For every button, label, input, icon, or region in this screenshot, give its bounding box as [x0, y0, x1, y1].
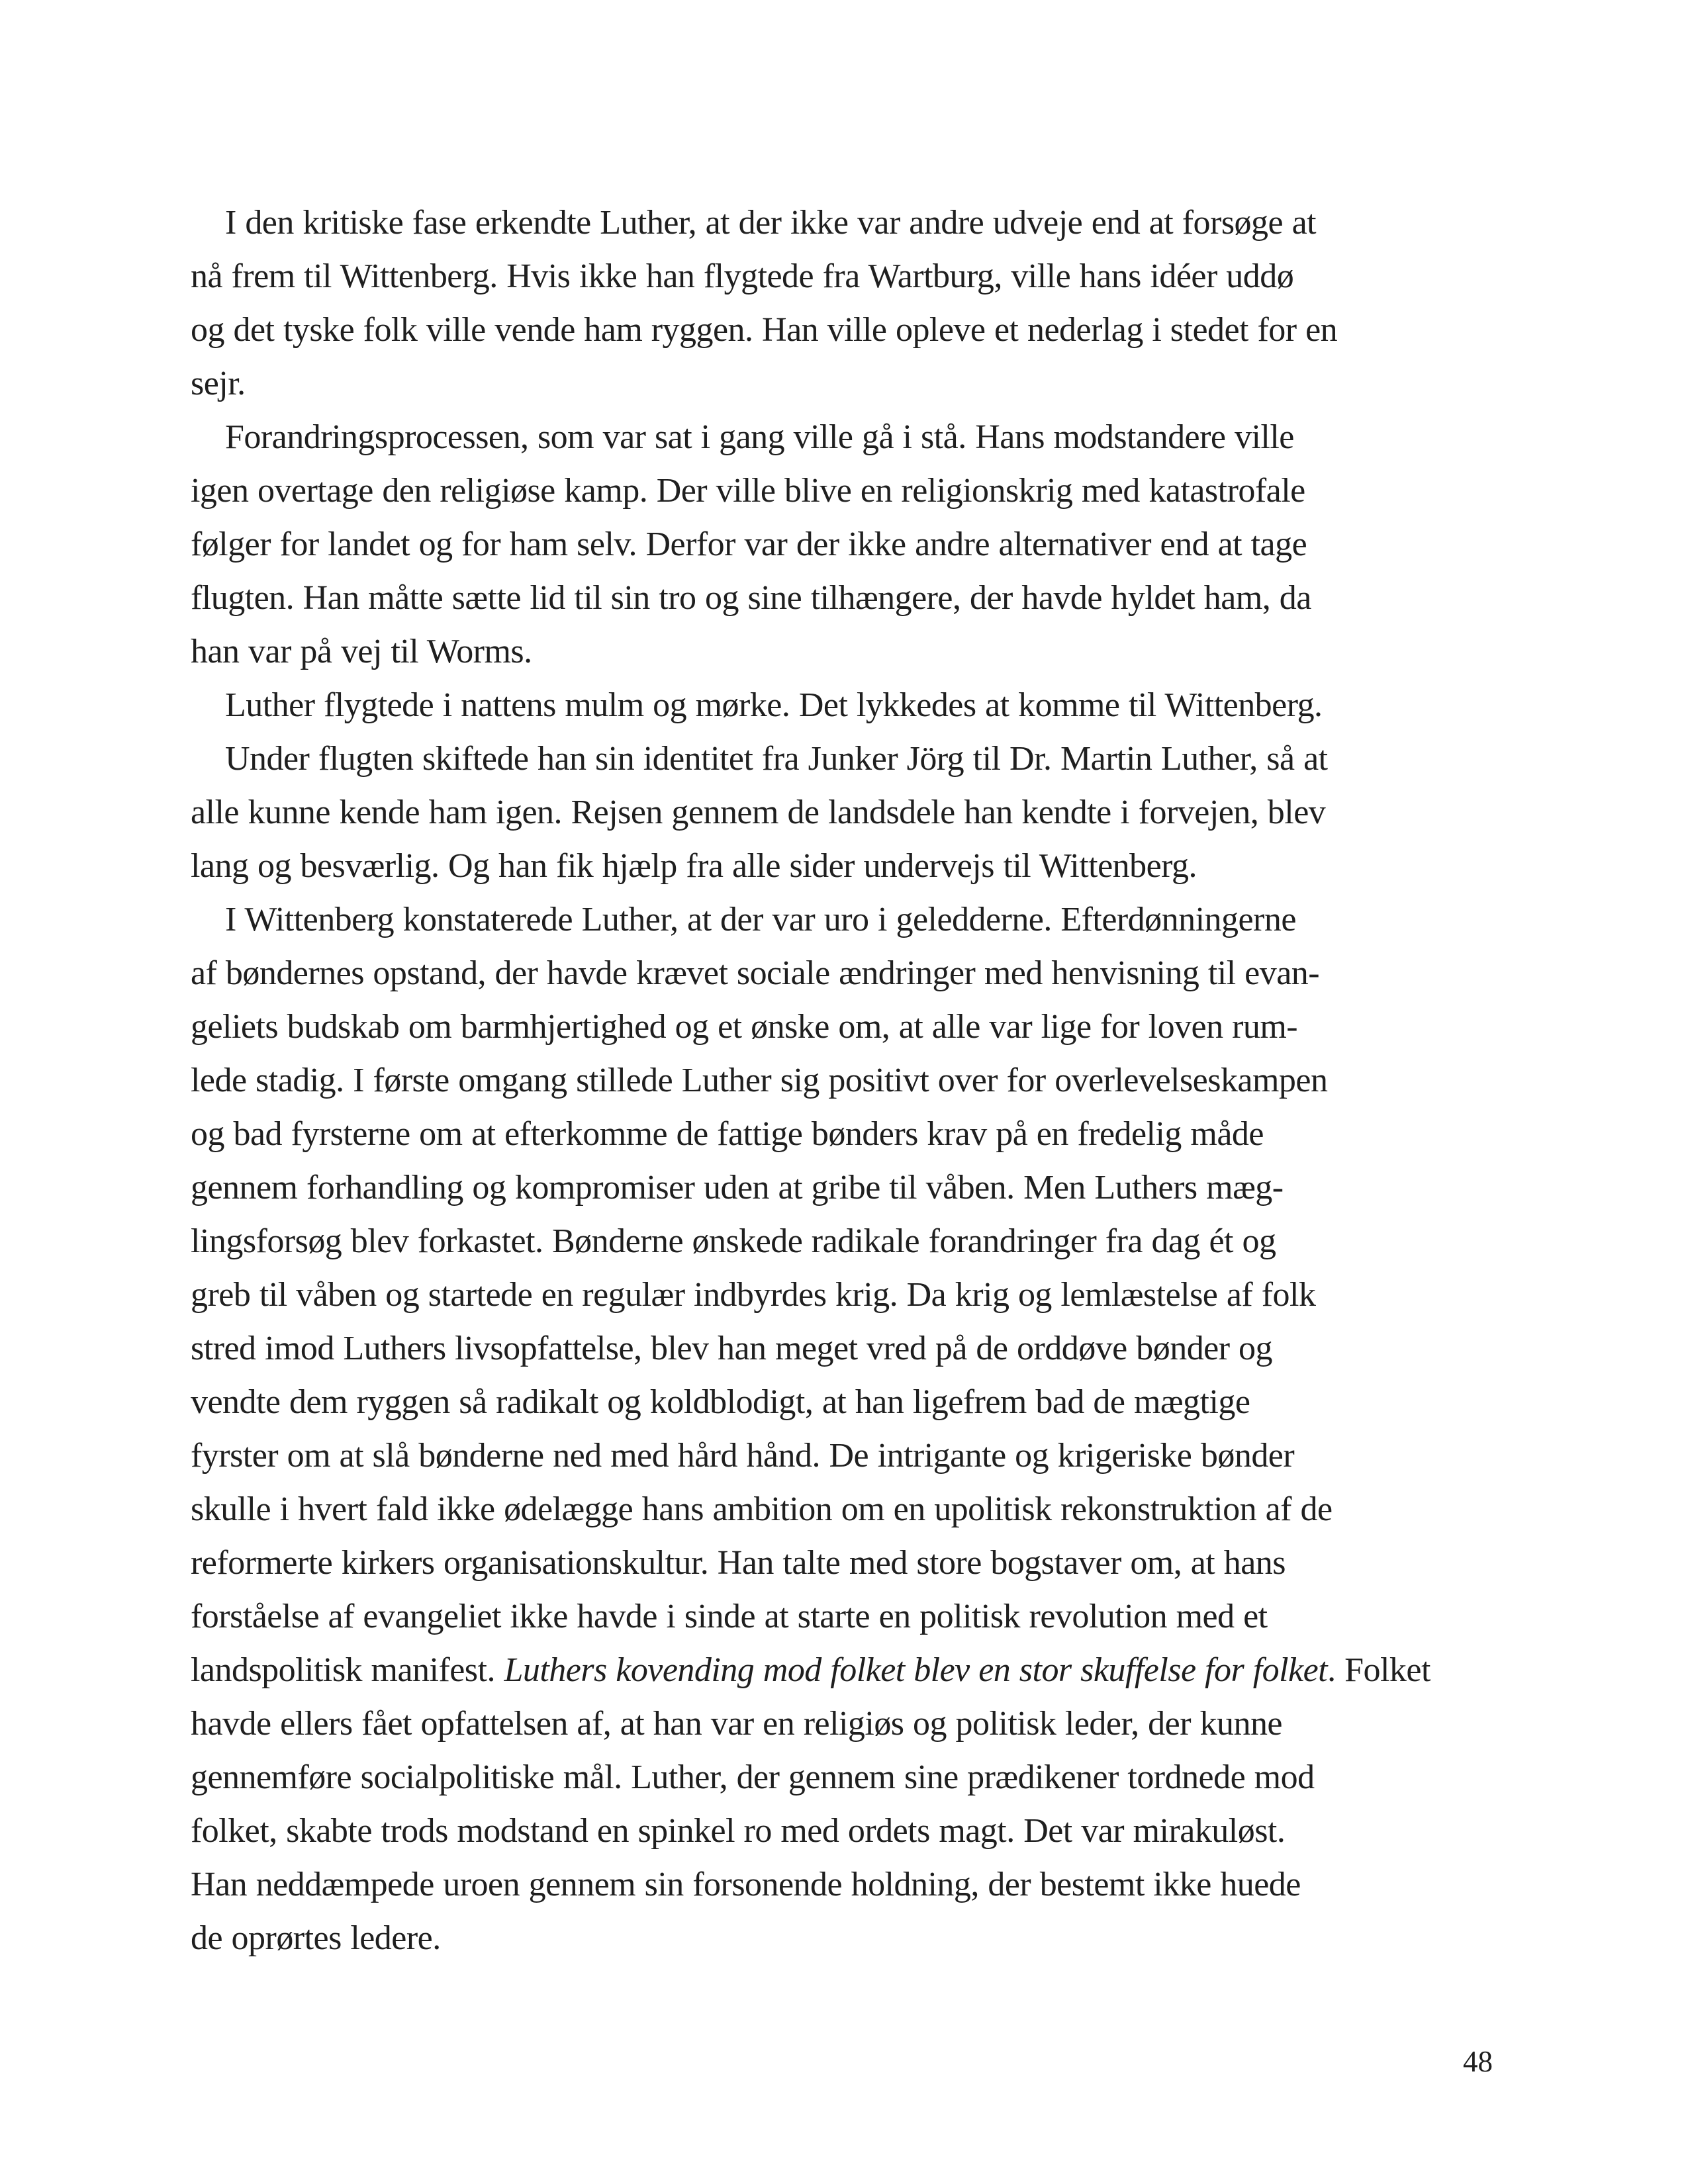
text-line [191, 1536, 1493, 1590]
text-line [191, 1268, 1493, 1322]
text-line [191, 1804, 1493, 1858]
text-line [191, 678, 1493, 732]
text-run: sejr. [191, 365, 246, 402]
text-line [191, 410, 1493, 464]
text-run: gennemføre socialpolitiske mål. Luther, der gennem sine prædikener tordnede mod [191, 1758, 1315, 1796]
text-run: skulle i hvert fald ikke ødelægge hans ambition om en upolitisk rekonstruktion af de [191, 1490, 1333, 1528]
text-line [191, 1429, 1493, 1482]
text-run: de oprørtes ledere. [191, 1919, 441, 1957]
text-run: . Folket [1327, 1651, 1430, 1689]
text-line [191, 625, 1493, 678]
text-line [191, 250, 1493, 303]
text-run: og det tyske folk ville vende ham ryggen. Han ville opleve et nederlag i stedet for en [191, 311, 1338, 349]
text-run: stred imod Luthers livsopfattelse, blev han meget vred på de orddøve bønder og [191, 1330, 1273, 1367]
text-line [191, 1858, 1493, 1911]
text-run: følger for landet og for ham selv. Derfor var der ikke andre alternativer end at tage [191, 525, 1307, 563]
text-run: Luther flygtede i nattens mulm og mørke. Det lykkedes at komme til Wittenberg. [225, 686, 1323, 724]
text-run: vendte dem ryggen så radikalt og koldblodigt, at han ligefrem bad de mægtige [191, 1383, 1250, 1421]
text-line [191, 946, 1493, 1000]
text-run: I den kritiske fase erkendte Luther, at der ikke var andre udveje end at forsøge at [225, 204, 1317, 242]
text-run: geliets budskab om barmhjertighed og et ønske om, at alle var lige for loven rum- [191, 1008, 1298, 1046]
body-text [191, 196, 1493, 1965]
text-line [191, 1751, 1493, 1804]
text-line [191, 1107, 1493, 1161]
text-line [191, 1697, 1493, 1751]
text-run: lede stadig. I første omgang stillede Luther sig positivt over for overlevelseskampen [191, 1062, 1328, 1099]
text-line [191, 357, 1493, 410]
text-line [191, 732, 1493, 786]
text-run: igen overtage den religiøse kamp. Der ville blive en religionskrig med katastrofale [191, 472, 1305, 510]
text-line [191, 571, 1493, 625]
text-line [191, 464, 1493, 518]
text-run: Forandringsprocessen, som var sat i gang ville gå i stå. Hans modstandere ville [225, 418, 1294, 456]
text-line [191, 1911, 1493, 1965]
text-run: forståelse af evangeliet ikke havde i sinde at starte en politisk revolution med et [191, 1598, 1268, 1635]
text-line [191, 196, 1493, 250]
page-number: 48 [1463, 2045, 1493, 2078]
text-line [191, 1375, 1493, 1429]
text-line [191, 839, 1493, 893]
text-run: landspolitisk manifest. [191, 1651, 504, 1689]
text-line [191, 1322, 1493, 1375]
text-run: fyrster om at slå bønderne ned med hård hånd. De intrigante og krigeriske bønder [191, 1437, 1295, 1475]
text-line [191, 1482, 1493, 1536]
text-run: folket, skabte trods modstand en spinkel ro med ordets magt. Det var mirakuløst. [191, 1812, 1286, 1850]
text-run: og bad fyrsterne om at efterkomme de fattige bønders krav på en fredelig måde [191, 1115, 1264, 1153]
text-run: gennem forhandling og kompromiser uden at gribe til våben. Men Luthers mæg- [191, 1169, 1284, 1206]
text-line [191, 1161, 1493, 1214]
text-run: I Wittenberg konstaterede Luther, at der var uro i geledderne. Efterdønningerne [225, 901, 1296, 938]
text-run: lang og besværlig. Og han fik hjælp fra alle sider undervejs til Wittenberg. [191, 847, 1197, 885]
text-line [191, 518, 1493, 571]
text-line [191, 1054, 1493, 1107]
text-run: han var på vej til Worms. [191, 633, 532, 670]
text-run: greb til våben og startede en regulær indbyrdes krig. Da krig og lemlæstelse af folk [191, 1276, 1316, 1314]
text-run: Han neddæmpede uroen gennem sin forsonende holdning, der bestemt ikke huede [191, 1866, 1301, 1903]
text-run: lingsforsøg blev forkastet. Bønderne ønskede radikale forandringer fra dag ét og [191, 1222, 1276, 1260]
text-run: af bøndernes opstand, der havde krævet sociale ændringer med henvisning til evan- [191, 954, 1320, 992]
text-run: havde ellers fået opfattelsen af, at han var en religiøs og politisk leder, der kunne [191, 1705, 1282, 1743]
text-line [191, 1000, 1493, 1054]
text-run: nå frem til Wittenberg. Hvis ikke han flygtede fra Wartburg, ville hans idéer uddø [191, 257, 1294, 295]
italic-text-run: Luthers kovending mod folket blev en stor skuffelse for folket [504, 1651, 1328, 1689]
text-line [191, 1643, 1493, 1697]
text-line [191, 1214, 1493, 1268]
text-line [191, 786, 1493, 839]
text-run: Under flugten skiftede han sin identitet fra Junker Jörg til Dr. Martin Luther, så at [225, 740, 1328, 778]
text-line [191, 303, 1493, 357]
text-run: reformerte kirkers organisationskultur. Han talte med store bogstaver om, at hans [191, 1544, 1286, 1582]
text-line [191, 893, 1493, 946]
text-run: flugten. Han måtte sætte lid til sin tro og sine tilhængere, der havde hyldet ham, da [191, 579, 1311, 617]
text-line [191, 1590, 1493, 1643]
text-run: alle kunne kende ham igen. Rejsen gennem de landsdele han kendte i forvejen, blev [191, 794, 1326, 831]
